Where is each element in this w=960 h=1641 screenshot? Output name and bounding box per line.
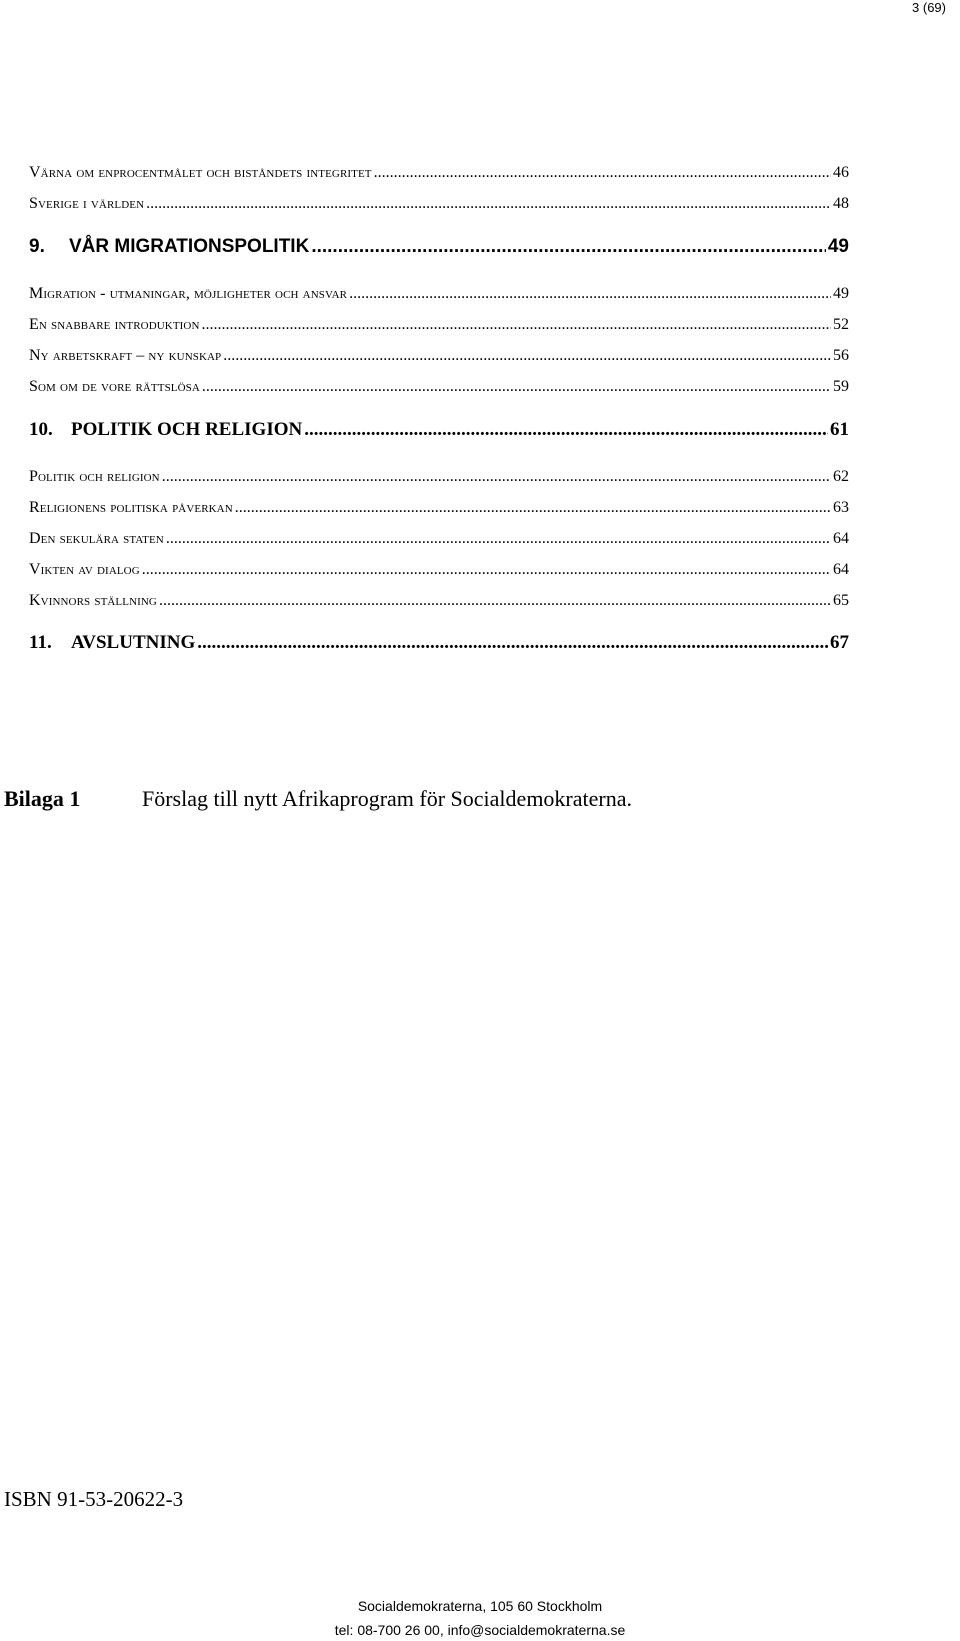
toc-leader bbox=[166, 531, 831, 547]
toc-entry-title: Värna om enprocentmålet och biståndets integritet bbox=[29, 164, 372, 181]
toc-leader bbox=[159, 593, 831, 609]
toc-entry-page: 59 bbox=[833, 378, 849, 395]
toc-entry-title: Den sekulära staten bbox=[29, 530, 164, 547]
footer-address: Socialdemokraterna, 105 60 Stockholm bbox=[357, 1598, 603, 1614]
toc-entry[interactable] bbox=[29, 530, 849, 548]
toc-leader bbox=[349, 286, 831, 302]
toc-entry[interactable] bbox=[29, 499, 849, 517]
toc-leader bbox=[235, 500, 831, 516]
toc-entry-page: 48 bbox=[833, 195, 849, 212]
toc-entry[interactable] bbox=[29, 592, 849, 610]
toc-leader bbox=[304, 420, 828, 439]
toc-leader bbox=[374, 165, 831, 181]
toc-chapter-title: POLITIK OCH RELIGION bbox=[71, 419, 303, 440]
toc-chapter-number: 11. bbox=[29, 632, 52, 653]
toc-entry-title: Ny arbetskraft – ny kunskap bbox=[29, 347, 222, 364]
toc-entry[interactable] bbox=[29, 316, 849, 334]
toc-chapter-page: 49 bbox=[827, 236, 849, 257]
appendix-entry bbox=[4, 786, 632, 812]
toc-entry-title: Religionens politiska påverkan bbox=[29, 499, 233, 516]
toc-entry-page: 56 bbox=[833, 347, 849, 364]
toc-chapter-page: 67 bbox=[830, 632, 849, 653]
toc-chapter[interactable] bbox=[29, 236, 849, 258]
toc-entry-title: Som om de vore rättslösa bbox=[29, 378, 200, 395]
toc-entry-page: 64 bbox=[833, 561, 849, 578]
toc-leader bbox=[202, 379, 831, 395]
toc-entry[interactable] bbox=[29, 164, 849, 182]
toc-entry[interactable] bbox=[29, 285, 849, 303]
toc-chapter-number: 10. bbox=[29, 419, 53, 440]
toc-entry-page: 65 bbox=[833, 592, 849, 609]
toc-entry[interactable] bbox=[29, 195, 849, 213]
toc-entry-title: En snabbare introduktion bbox=[29, 316, 200, 333]
toc-chapter[interactable] bbox=[29, 419, 849, 441]
appendix-text: Förslag till nytt Afrikaprogram för Socialdemokraterna. bbox=[142, 786, 632, 811]
toc-leader bbox=[162, 469, 831, 485]
toc-chapter-title: VÅR MIGRATIONSPOLITIK bbox=[69, 236, 310, 257]
toc-entry-page: 64 bbox=[833, 530, 849, 547]
toc-entry[interactable] bbox=[29, 378, 849, 396]
toc-entry-page: 46 bbox=[833, 164, 849, 181]
toc-chapter-title: AVSLUTNING bbox=[71, 632, 196, 653]
toc-leader bbox=[197, 633, 828, 652]
toc-entry-title: Politik och religion bbox=[29, 468, 160, 485]
toc-entry-title: Kvinnors ställning bbox=[29, 592, 157, 609]
toc-leader bbox=[146, 196, 831, 212]
footer-contact: tel: 08-700 26 00, info@socialdemokraterna.se bbox=[334, 1622, 626, 1638]
toc-leader bbox=[311, 237, 826, 256]
toc-entry[interactable] bbox=[29, 347, 849, 365]
toc-entry-page: 62 bbox=[833, 468, 849, 485]
toc-entry-title: Sverige i världen bbox=[29, 195, 145, 212]
toc-entry-page: 52 bbox=[833, 316, 849, 333]
toc-entry-page: 63 bbox=[833, 499, 849, 516]
toc-chapter[interactable] bbox=[29, 632, 849, 654]
isbn: ISBN 91-53-20622-3 bbox=[4, 1487, 184, 1511]
appendix-label: Bilaga 1 bbox=[4, 786, 81, 811]
toc-leader bbox=[142, 562, 831, 578]
toc-entry-title: Migration - utmaningar, möjligheter och ansvar bbox=[29, 285, 348, 302]
toc-leader bbox=[202, 317, 831, 333]
toc-entry-title: Vikten av dialog bbox=[29, 561, 140, 578]
toc-entry-page: 49 bbox=[833, 285, 849, 302]
toc-entry[interactable] bbox=[29, 561, 849, 579]
toc-entry[interactable] bbox=[29, 468, 849, 486]
toc-chapter-number: 9. bbox=[29, 236, 45, 257]
page-number: 3 (69) bbox=[912, 0, 946, 15]
toc-chapter-page: 61 bbox=[830, 419, 849, 440]
toc-leader bbox=[223, 348, 831, 364]
